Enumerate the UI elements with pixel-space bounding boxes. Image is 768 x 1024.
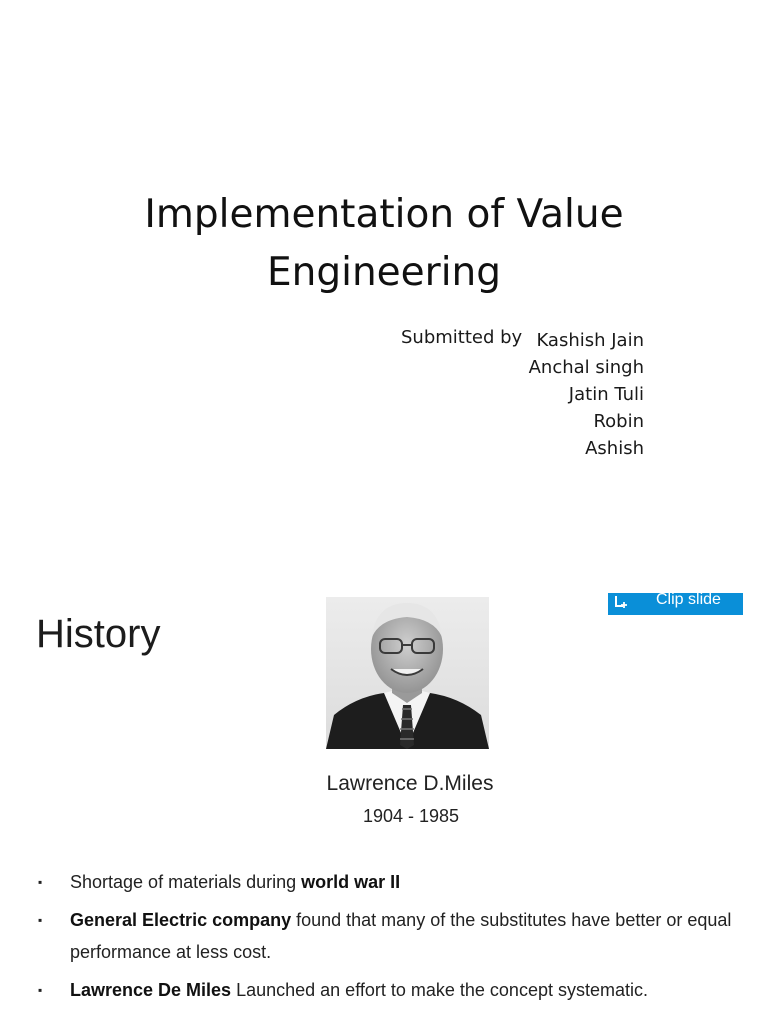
bullet-bold: Lawrence De Miles xyxy=(70,980,232,1000)
member-name: Jatin Tuli xyxy=(568,384,644,405)
clip-slide-label: Clip slide xyxy=(656,593,721,608)
bullet-text: Shortage of materials during xyxy=(70,872,302,892)
history-bullets xyxy=(36,866,756,1012)
bullet-dot: ▪ xyxy=(38,913,43,927)
life-years: 1904 - 1985 xyxy=(362,806,460,826)
bullet-dot: ▪ xyxy=(38,875,43,889)
member-name: Ashish xyxy=(585,438,644,459)
title-line-1: Implementation of Value xyxy=(144,192,624,237)
title-line-2: Engineering xyxy=(267,250,501,295)
bullet-text: Launched an effort to make the concept systematic. xyxy=(231,980,648,1000)
bullet-bold: General Electric company xyxy=(70,910,292,930)
bullet-item xyxy=(36,974,756,1006)
clip-slide-button[interactable] xyxy=(608,593,743,615)
member-name: Robin xyxy=(593,411,644,432)
bullet-item xyxy=(36,904,756,968)
history-heading: History xyxy=(36,612,161,656)
portrait-photo xyxy=(326,597,489,749)
bullet-dot: ▪ xyxy=(38,983,43,997)
bullet-bold: world war II xyxy=(301,872,401,892)
slide-title xyxy=(0,186,768,302)
bullet-text: found that many of the substitutes have better or equal performance at less cost. xyxy=(70,910,732,962)
clip-icon xyxy=(614,595,628,609)
history-slide xyxy=(0,560,768,1024)
bullet-item xyxy=(36,866,756,898)
person-name: Lawrence D.Miles xyxy=(326,772,494,795)
submitted-by-label: Submitted by xyxy=(401,327,523,348)
member-name: Kashish Jain xyxy=(536,330,644,351)
members-list xyxy=(529,327,644,462)
member-name: Anchal singh xyxy=(528,357,644,378)
